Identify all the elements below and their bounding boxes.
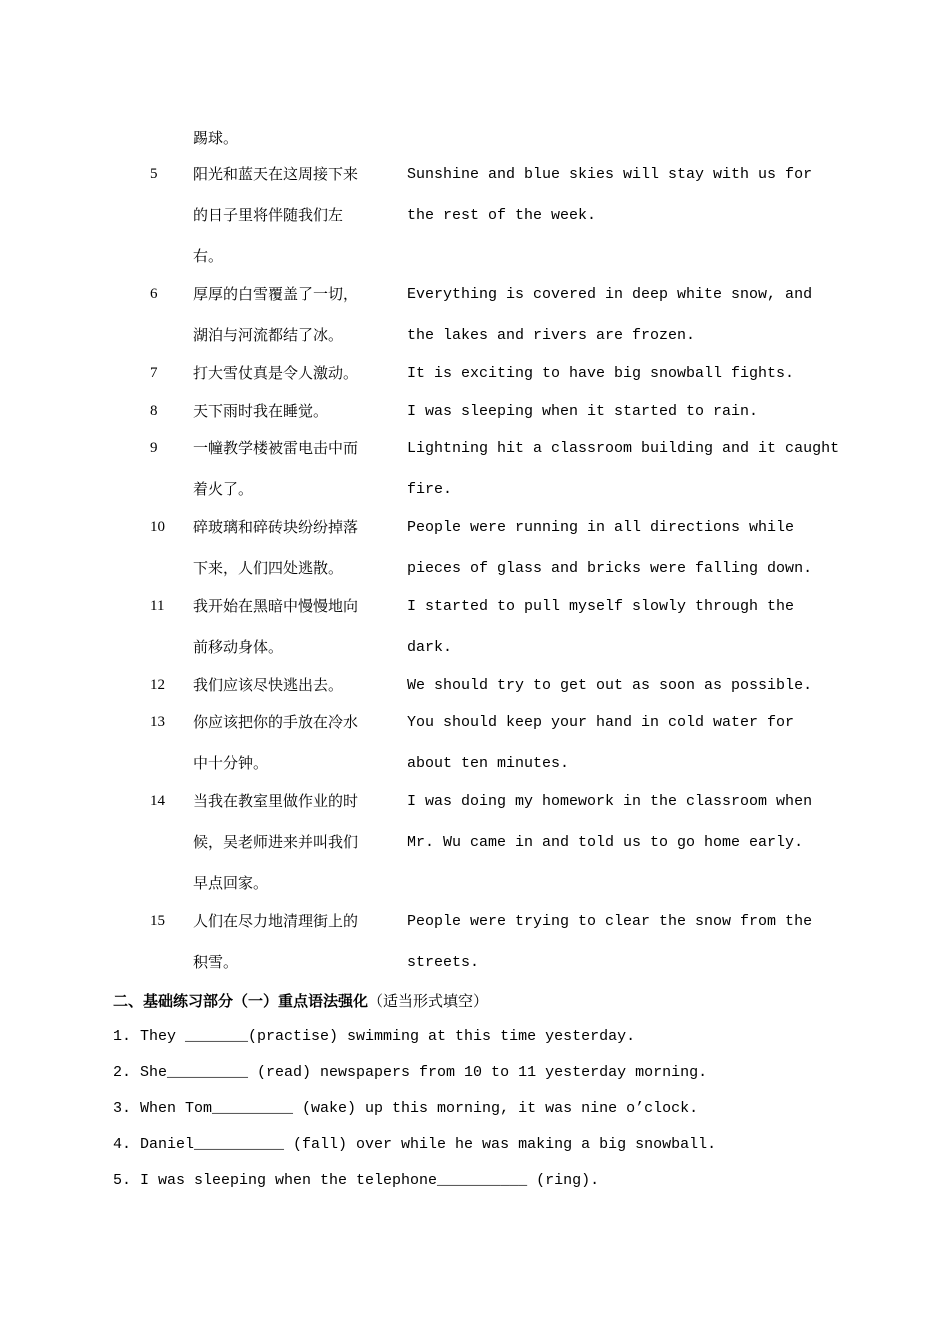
exercise-item: 5. I was sleeping when the telephone__________ (ring). — [113, 1172, 600, 1189]
chinese-line: 湖泊与河流都结了冰。 — [193, 326, 344, 344]
chinese-cell — [193, 286, 393, 356]
row-number: 8 — [150, 403, 158, 419]
chinese-line: 天下雨时我在睡觉。 — [193, 402, 329, 420]
row-number: 15 — [150, 913, 165, 929]
chinese-line: 候，吴老师进来并叫我们 — [193, 833, 359, 851]
english-line: Lightning hit a classroom building and it caught — [407, 440, 840, 457]
chinese-cell — [193, 166, 393, 277]
section-title: 二、基础练习部分（一）重点语法强化 — [113, 992, 369, 1010]
english-line: I was sleeping when it started to rain. — [407, 403, 759, 420]
english-line: I was doing my homework in the classroom when — [407, 793, 813, 810]
chinese-line: 积雪。 — [193, 953, 239, 971]
chinese-line: 你应该把你的手放在冷水 — [193, 713, 359, 731]
chinese-line: 阳光和蓝天在这周接下来 — [193, 165, 359, 183]
chinese-cell — [193, 714, 393, 784]
exercise-item: 1. They _______(practise) swimming at this time yesterday. — [113, 1028, 636, 1045]
english-cell — [407, 365, 827, 394]
exercise-item: 3. When Tom_________ (wake) up this morning, it was nine o’clock. — [113, 1100, 699, 1117]
english-cell — [407, 440, 840, 510]
chinese-cell — [193, 598, 393, 668]
row-number: 14 — [150, 793, 165, 809]
section-heading — [113, 990, 488, 1011]
chinese-line: 打大雪仗真是令人激动。 — [193, 364, 359, 382]
english-cell — [407, 913, 827, 983]
chinese-line: 我们应该尽快逃出去。 — [193, 676, 344, 694]
english-line: We should try to get out as soon as possible. — [407, 677, 813, 694]
english-line: the lakes and rivers are frozen. — [407, 327, 696, 344]
english-cell — [407, 714, 827, 784]
chinese-line: 前移动身体。 — [193, 638, 284, 656]
english-line: about ten minutes. — [407, 755, 570, 772]
row-number: 12 — [150, 677, 165, 693]
chinese-cell — [193, 793, 393, 904]
english-cell — [407, 793, 827, 863]
english-line: People were trying to clear the snow from the — [407, 913, 813, 930]
chinese-line: 碎玻璃和碎砖块纷纷掉落 — [193, 518, 359, 536]
chinese-cell — [193, 365, 393, 394]
row-number: 7 — [150, 365, 158, 381]
exercise-item: 2. She_________ (read) newspapers from 10 to 11 yesterday morning. — [113, 1064, 708, 1081]
english-line: You should keep your hand in cold water for — [407, 714, 795, 731]
chinese-line: 右。 — [193, 247, 224, 265]
english-line: People were running in all directions while — [407, 519, 795, 536]
english-line: fire. — [407, 481, 453, 498]
chinese-line: 厚厚的白雪覆盖了一切， — [193, 285, 359, 303]
english-cell — [407, 598, 827, 668]
english-line: Sunshine and blue skies will stay with us for — [407, 166, 813, 183]
chinese-line: 我开始在黑暗中慢慢地向 — [193, 597, 359, 615]
row-number: 10 — [150, 519, 165, 535]
english-cell — [407, 286, 827, 356]
chinese-cell — [193, 127, 393, 148]
chinese-cell — [193, 519, 393, 589]
row-number: 9 — [150, 440, 158, 456]
chinese-cell — [193, 913, 393, 983]
chinese-line: 早点回家。 — [193, 874, 269, 892]
chinese-line: 中十分钟。 — [193, 754, 269, 772]
row-number: 6 — [150, 286, 158, 302]
english-cell — [407, 519, 827, 589]
row-number: 5 — [150, 166, 158, 182]
section-note: （适当形式填空） — [368, 992, 489, 1010]
chinese-line: 当我在教室里做作业的时 — [193, 792, 359, 810]
exercise-item: 4. Daniel__________ (fall) over while he was making a big snowball. — [113, 1136, 717, 1153]
english-line: It is exciting to have big snowball fights. — [407, 365, 795, 382]
english-line: dark. — [407, 639, 453, 656]
row-number: 13 — [150, 714, 165, 730]
chinese-line: 着火了。 — [193, 480, 254, 498]
english-line: I started to pull myself slowly through the — [407, 598, 795, 615]
chinese-line: 一幢教学楼被雷电击中而 — [193, 439, 359, 457]
english-line: pieces of glass and bricks were falling down. — [407, 560, 813, 577]
chinese-line: 下来，人们四处逃散。 — [193, 559, 344, 577]
chinese-line: 人们在尽力地清理街上的 — [193, 912, 359, 930]
english-cell — [407, 166, 827, 236]
row-number: 11 — [150, 598, 165, 614]
chinese-line: 踢球。 — [193, 129, 239, 147]
english-line: streets. — [407, 954, 480, 971]
chinese-line: 的日子里将伴随我们左 — [193, 206, 344, 224]
english-line: Everything is covered in deep white snow, and — [407, 286, 813, 303]
chinese-cell — [193, 440, 393, 510]
english-line: Mr. Wu came in and told us to go home early. — [407, 834, 804, 851]
english-line: the rest of the week. — [407, 207, 597, 224]
